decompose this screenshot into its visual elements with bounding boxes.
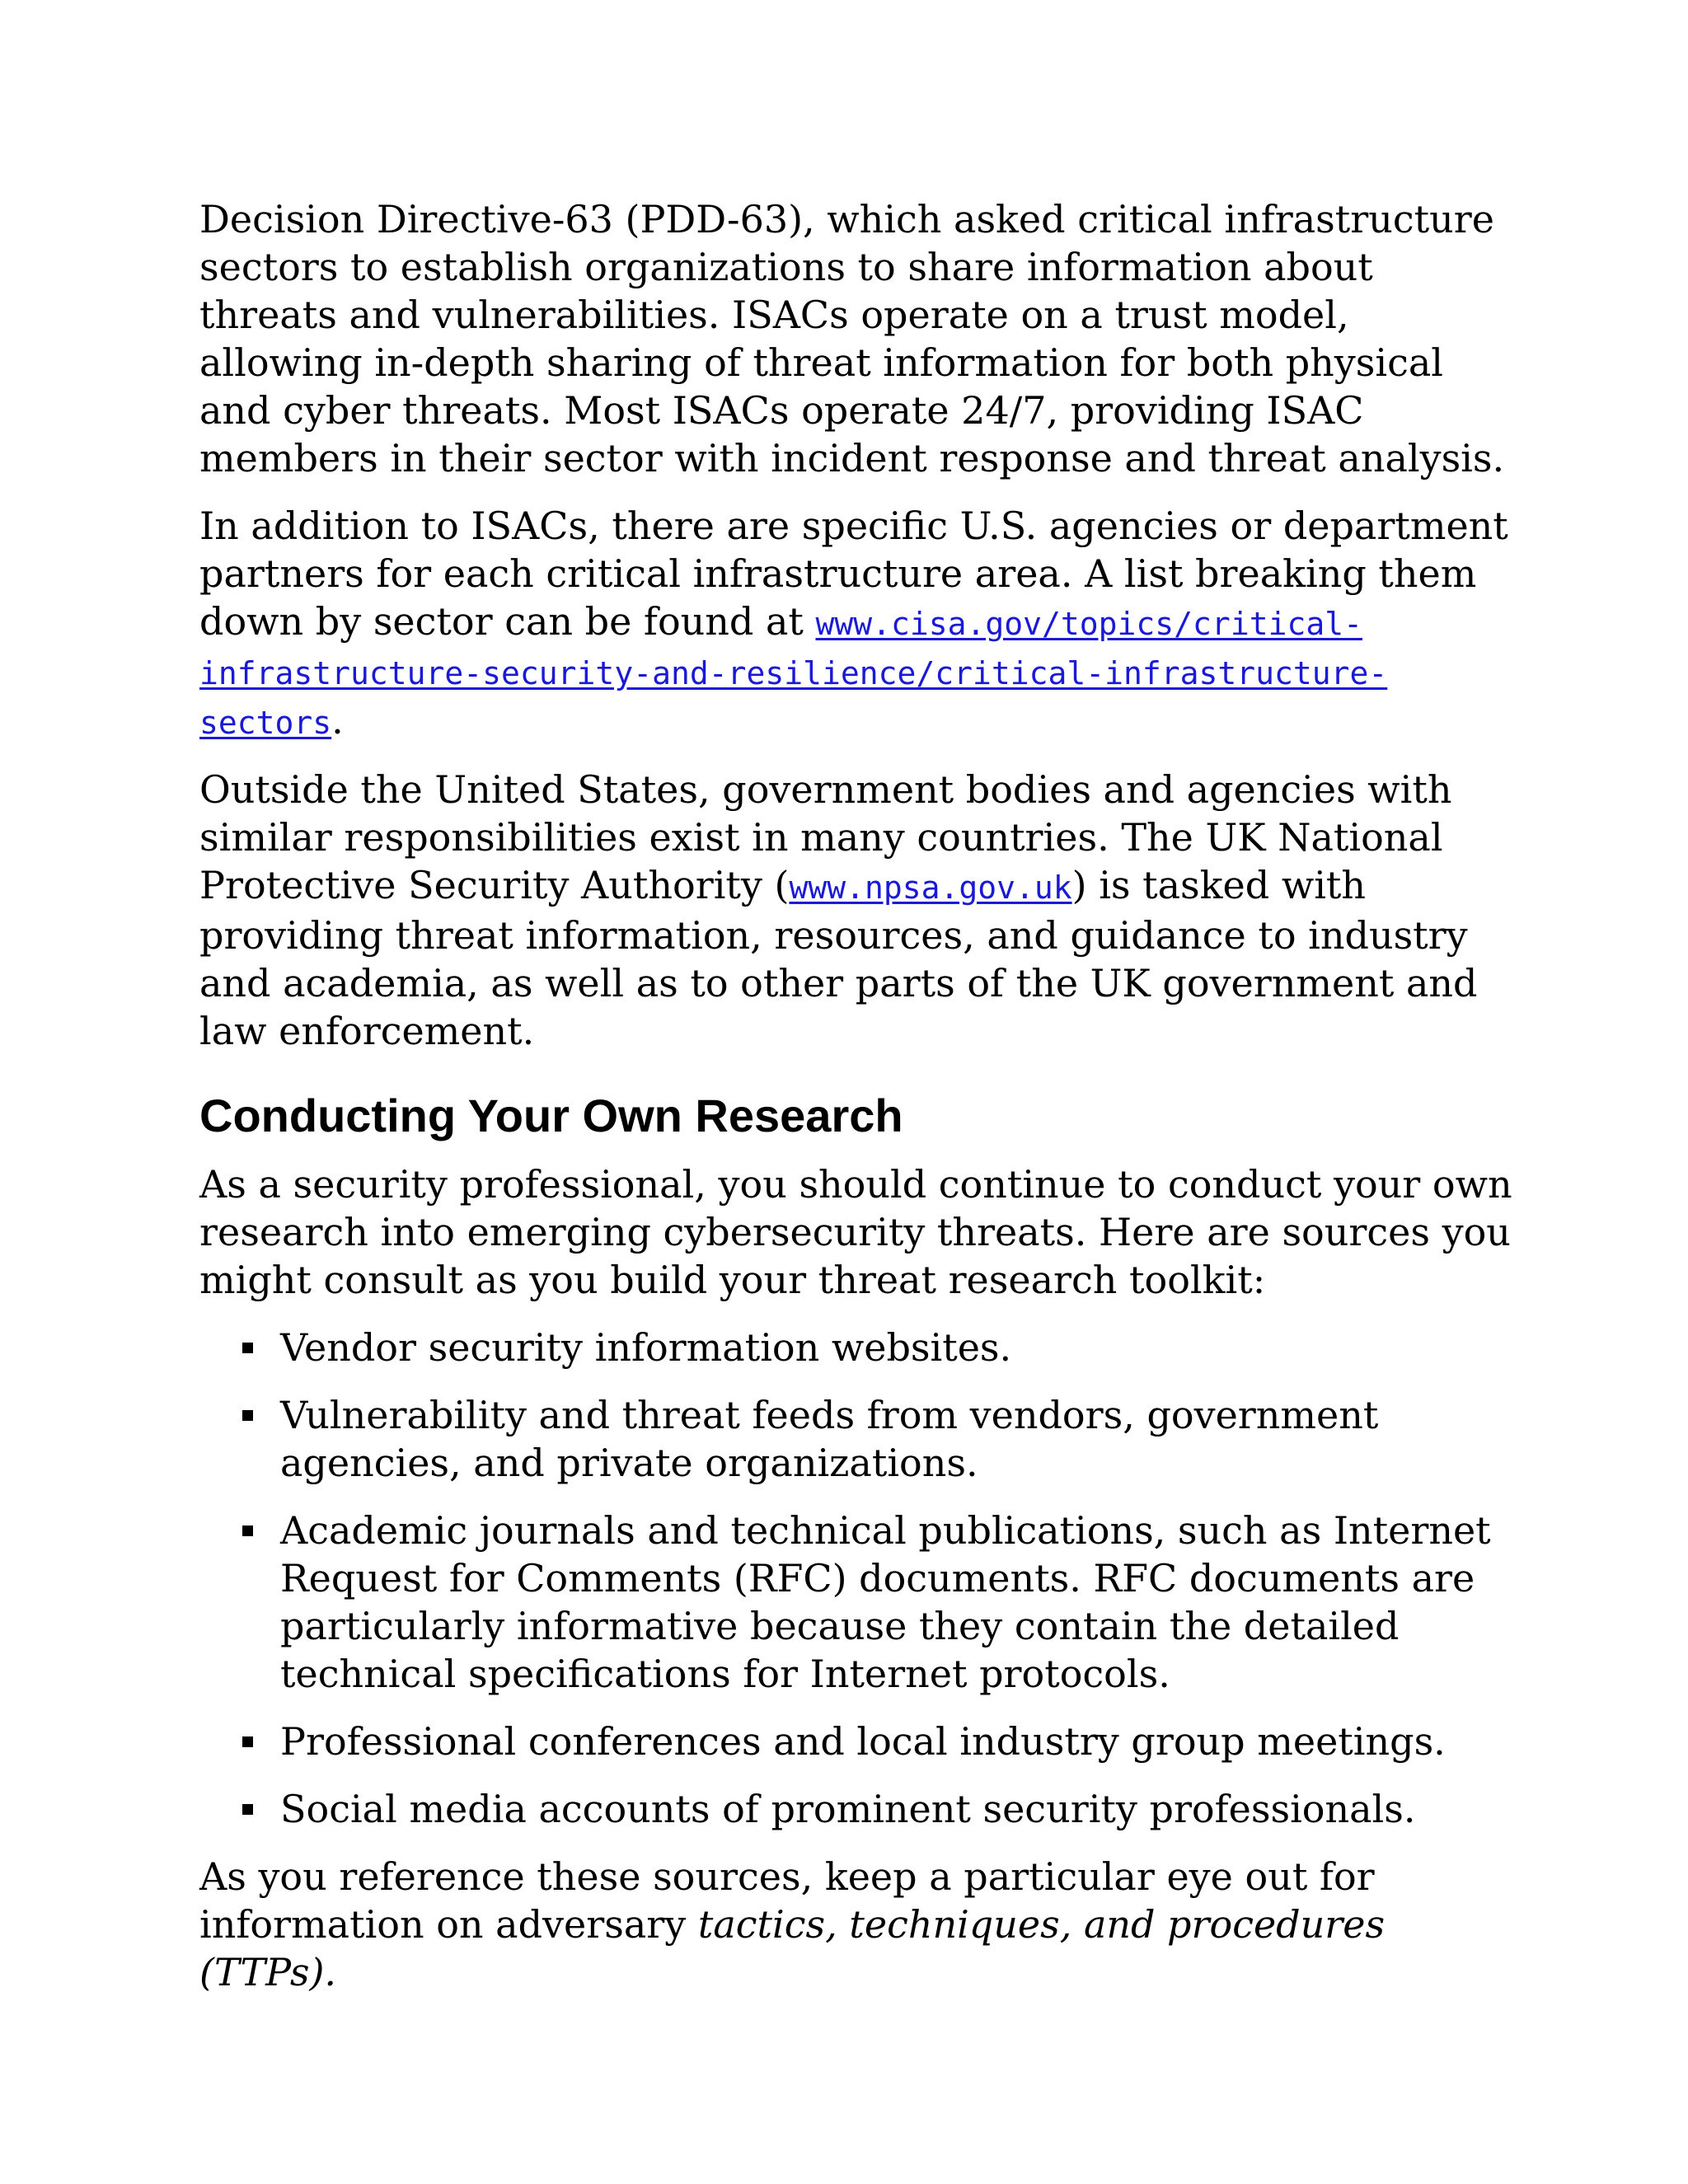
list-item bbox=[199, 1507, 1518, 1698]
square-bullet-icon bbox=[242, 1804, 253, 1815]
square-bullet-icon bbox=[242, 1736, 253, 1747]
paragraph-research-intro: As a security professional, you should continue to conduct your own research into emerging cybersecurity threats. Here are sources you might consult as you build your threat research toolkit: bbox=[199, 1162, 1512, 1302]
cisa-sectors-link[interactable]: www.cisa.gov/topics/critical-infrastructure-security-and-resilience/critical-infrastructure-sectors bbox=[199, 606, 1388, 741]
paragraph-text: Outside the United States, government bodies and agencies with similar responsibilities exist in many countries. The UK National Protective Security Authority ( bbox=[199, 767, 1452, 907]
section-heading: Conducting Your Own Research bbox=[199, 1090, 903, 1141]
list-item-text: Social media accounts of prominent security professionals. bbox=[280, 1787, 1416, 1831]
list-item bbox=[199, 1324, 1518, 1371]
paragraph-text: As you reference these sources, keep a particular eye out for information on adversary bbox=[199, 1854, 1375, 1947]
paragraph-pdd63: Decision Directive-63 (PDD-63), which asked critical infrastructure sectors to establish organizations to share information about threats and vulnerabilities. ISACs operate on a trust model, allowing in-depth sharing of threat information for both physical and cyber threats. Most ISACs operate 24/7, providing ISAC members in their sector with incident response and threat analysis. bbox=[199, 197, 1505, 480]
list-item-text: Academic journals and technical publications, such as Internet Request for Comments (RFC) documents. RFC documents are particularly informative because they contain the detailed technical specifications for Internet protocols. bbox=[280, 1508, 1491, 1696]
list-item-text: Vendor security information websites. bbox=[280, 1325, 1012, 1370]
list-item bbox=[199, 1718, 1518, 1765]
paragraph-text: ) is tasked with providing threat information, resources, and guidance to industry and academia, as well as to other parts of the UK government and law enforcement. bbox=[199, 863, 1478, 1053]
list-item-text: Vulnerability and threat feeds from vendors, government agencies, and private organizations. bbox=[280, 1393, 1379, 1485]
list-item bbox=[199, 1785, 1518, 1833]
ttps-emphasis: tactics, techniques, and procedures (TTPs). bbox=[199, 1902, 1386, 1994]
square-bullet-icon bbox=[242, 1526, 253, 1536]
square-bullet-icon bbox=[242, 1410, 253, 1421]
document-page bbox=[199, 195, 1518, 2016]
paragraph-text: . bbox=[331, 698, 344, 743]
square-bullet-icon bbox=[242, 1343, 253, 1353]
paragraph-ttps bbox=[199, 1853, 1518, 1996]
npsa-link[interactable]: www.npsa.gov.uk bbox=[789, 869, 1072, 906]
paragraph-uk-npsa bbox=[199, 766, 1518, 1055]
list-item-text: Professional conferences and local industry group meetings. bbox=[280, 1719, 1446, 1764]
paragraph-sector-agencies bbox=[199, 502, 1518, 746]
paragraph-text: In addition to ISACs, there are specific U.S. agencies or department partners for each critical infrastructure area. A list breaking them down by sector can be found at bbox=[199, 504, 1508, 644]
list-item bbox=[199, 1391, 1518, 1487]
research-sources-list bbox=[199, 1324, 1518, 1833]
